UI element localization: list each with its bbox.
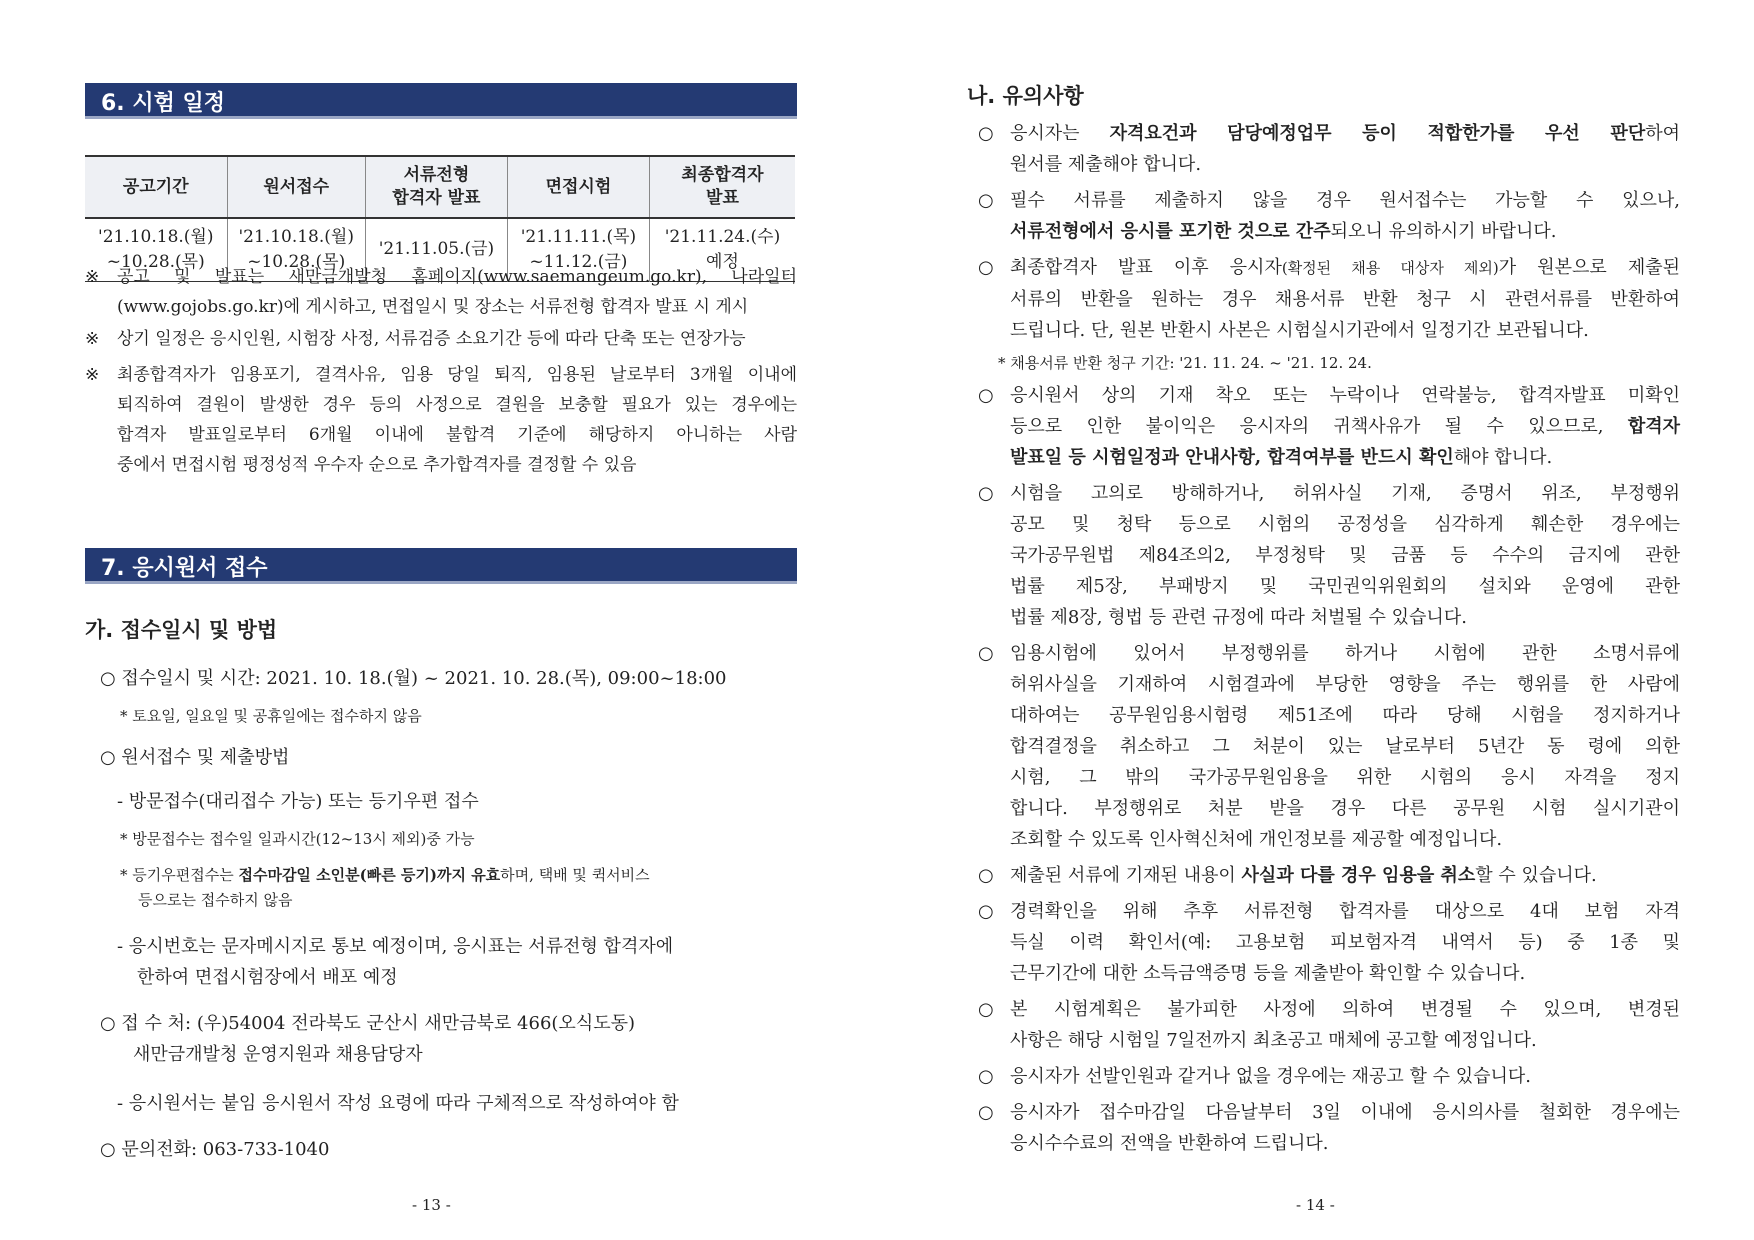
caution-line: 원서를 제출해야 합니다. [1010,154,1202,175]
mail-note-text-2: 하며, 택배 및 퀵서비스 [500,866,650,884]
phone: ○ 문의전화: 063-733-1040 [100,1139,330,1160]
mail-note-text: * 등기우편접수는 [120,866,239,884]
bullet: ○ [978,865,994,886]
bullet: ○ [978,483,994,504]
reference-mark: ※ [85,329,100,349]
bullet: ○ [978,999,994,1020]
caution-item [1010,896,1680,989]
caution-line: 응시수수료의 전액을 반환하여 드립니다. [1010,1133,1329,1154]
receipt-time: ○ 접수일시 및 시간: 2021. 10. 18.(월) ~ 2021. 10. 28.(목), 09:00~18:00 [100,668,727,689]
note-line: 퇴직하여 결원이 발생한 경우 등의 사정으로 결원을 보충할 필요가 있는 경우에는 [117,395,797,415]
caution-item [1010,380,1680,473]
caution-line: 최종합격자 발표 이후 응시자(확정된 채용 대상자 제외)가 원본으로 제출된 [1010,257,1681,278]
col-application: 원서접수 [227,156,365,218]
note-line: 공고 및 발표는 새만금개발청 홈페이지(www.saemangeum.go.kr), 나라일터 [117,267,797,287]
bullet: ○ [978,257,994,278]
page-number: - 13 - [412,1196,451,1214]
caution-line: 드립니다. 단, 원본 반환시 사본은 시험실시기관에서 일정기간 보관됩니다. [1010,320,1589,341]
caution-item [1010,1097,1680,1159]
caution-item [1010,638,1680,855]
caution-line: 합격결정을 취소하고 그 처분이 있는 날로부터 5년간 동 령에 의한 [1010,736,1680,757]
return-period-note: * 채용서류 반환 청구 기간: '21. 11. 24. ~ '21. 12. 24. [998,354,1372,372]
caution-line: 경력확인을 위해 추후 서류전형 합격자를 대상으로 4대 보험 자격 [1010,901,1680,922]
caution-line: 서류의 반환을 원하는 경우 채용서류 반환 청구 시 관련서류를 반환하여 [1010,289,1680,310]
schedule-note [117,262,797,322]
address: ○ 접 수 처: (우)54004 전라북도 군산시 새만금북로 466(오식도동) [100,1013,636,1034]
caution-line: 임용시험에 있어서 부정행위를 하거나 시험에 관한 소명서류에 [1010,643,1680,664]
caution-item [1010,478,1680,633]
schedule-note [117,324,797,354]
cell-announce: '21.10.18.(월) ~10.28.(목) [85,218,227,282]
exam-number-note: - 응시번호는 문자메시지로 통보 예정이며, 응시표는 서류전형 합격자에 [117,936,674,957]
col-document-result: 서류전형 합격자 발표 [365,156,507,218]
receipt-time-note: * 토요일, 일요일 및 공휴일에는 접수하지 않음 [120,707,422,725]
caution-line: 사항은 해당 시험일 7일전까지 최초공고 매체에 공고할 예정입니다. [1010,1030,1537,1051]
col-announce: 공고기간 [85,156,227,218]
caution-line: 응시자는 자격요건과 담당예정업무 등이 적합한가를 우선 판단하여 [1010,123,1680,144]
caution-line: 발표일 등 시험일정과 안내사항, 합격여부를 반드시 확인해야 합니다. [1010,447,1553,468]
caution-item [1010,994,1680,1056]
subsection-na-title: 나. 유의사항 [967,84,1084,108]
section-6-header [85,83,797,119]
bullet: ○ [978,123,994,144]
cell-document-result: '21.11.05.(금) [365,218,507,282]
method-title: ○ 원서접수 및 제출방법 [100,747,290,768]
caution-line: 응시자가 접수마감일 다음날부터 3일 이내에 응시의사를 철회한 경우에는 [1010,1102,1680,1123]
section-6-title: 6. 시험 일정 [101,91,225,116]
caution-item [1010,252,1680,346]
caution-item [1010,1061,1680,1092]
caution-item [1010,118,1680,180]
cell-application: '21.10.18.(월) ~10.28.(목) [227,218,365,282]
caution-line: 조회할 수 있도록 인사혁신처에 개인정보를 제공할 예정입니다. [1010,829,1503,850]
address-cont: 새만금개발청 운영지원과 채용담당자 [133,1044,423,1065]
caution-line: 법률 제8장, 형법 등 관련 규정에 따라 처벌될 수 있습니다. [1010,607,1467,628]
caution-line: 합니다. 부정행위로 처분 받을 경우 다른 공무원 시험 실시기관이 [1010,798,1680,819]
page-14 [877,0,1754,1240]
caution-line: 등으로 인한 불이익은 응시자의 귀책사유가 될 수 있으므로, 합격자 [1010,416,1680,437]
form-note: - 응시원서는 붙임 응시원서 작성 요령에 따라 구체적으로 작성하여야 함 [117,1093,679,1114]
cell-final-result: '21.11.24.(수) 예정 [649,218,795,282]
caution-line: 근무기간에 대한 소득금액증명 등을 제출받아 확인할 수 있습니다. [1010,963,1526,984]
note-line: 합격자 발표일로부터 6개월 이내에 불합격 기준에 해당하지 아니하는 사람 [117,425,797,445]
subsection-ga-title: 가. 접수일시 및 방법 [85,618,278,642]
caution-line: 시험을 고의로 방해하거나, 허위사실 기재, 증명서 위조, 부정행위 [1010,483,1680,504]
bullet: ○ [978,190,994,211]
caution-line: 득실 이력 확인서(예: 고용보험 피보험자격 내역서 등) 중 1종 및 [1010,932,1680,953]
cell-interview: '21.11.11.(목) ~11.12.(금) [507,218,649,282]
bullet: ○ [978,1066,994,1087]
caution-line: 응시자가 선발인원과 같거나 없을 경우에는 재공고 할 수 있습니다. [1010,1066,1531,1087]
note-line: 중에서 면접시험 평정성적 우수자 순으로 추가합격자를 결정할 수 있음 [117,455,637,475]
caution-line: 응시원서 상의 기재 착오 또는 누락이나 연락불능, 합격자발표 미확인 [1010,385,1680,406]
caution-line: 공모 및 청탁 등으로 시험의 공정성을 심각하게 훼손한 경우에는 [1010,514,1680,535]
caution-line: 제출된 서류에 기재된 내용이 사실과 다를 경우 임용을 취소할 수 있습니다. [1010,865,1597,886]
schedule-note [117,360,797,480]
reference-mark: ※ [85,267,100,287]
method-visit: - 방문접수(대리접수 가능) 또는 등기우편 접수 [117,791,479,812]
mail-note-cont: 등으로는 접수하지 않음 [138,891,293,909]
note-line: 상기 일정은 응시인원, 시험장 사정, 서류검증 소요기간 등에 따라 단축 또는 연장가능 [117,329,746,349]
bullet: ○ [978,643,994,664]
col-final-result: 최종합격자 발표 [649,156,795,218]
caution-line: 대하여는 공무원임용시험령 제51조에 따라 당해 시험을 정지하거나 [1010,705,1680,726]
reference-mark: ※ [85,365,100,385]
bullet: ○ [978,1102,994,1123]
page-number: - 14 - [1296,1196,1335,1214]
col-interview: 면접시험 [507,156,649,218]
section-7-header [85,548,797,584]
caution-item [1010,185,1680,247]
section-7-title: 7. 응시원서 접수 [101,556,268,581]
caution-line: 시험, 그 밖의 국가공무원임용을 위한 시험의 응시 자격을 정지 [1010,767,1680,788]
bullet: ○ [978,385,994,406]
caution-item [1010,860,1680,891]
method-visit-note: * 방문접수는 접수일 일과시간(12~13시 제외)중 가능 [120,830,475,848]
exam-number-note-cont: 한하여 면접시험장에서 배포 예정 [137,967,398,988]
caution-line: 본 시험계획은 불가피한 사정에 의하여 변경될 수 있으며, 변경된 [1010,999,1680,1020]
caution-line: 허위사실을 기재하여 시험결과에 부당한 영향을 주는 행위를 한 사람에 [1010,674,1680,695]
caution-line: 법률 제5장, 부패방지 및 국민권익위원회의 설치와 운영에 관한 [1010,576,1680,597]
note-line: 최종합격자가 임용포기, 결격사유, 임용 당일 퇴직, 임용된 날로부터 3개월 이내에 [117,365,797,385]
note-line: (www.gojobs.go.kr)에 게시하고, 면접일시 및 장소는 서류전형 합격자 발표 시 게시 [117,297,749,317]
caution-line: 국가공무원법 제84조의2, 부정청탁 및 금품 등 수수의 금지에 관한 [1010,545,1680,566]
schedule-header-row [85,156,795,218]
bullet: ○ [978,901,994,922]
mail-note-emphasis: 접수마감일 소인분(빠른 등기)까지 유효 [238,866,501,884]
caution-line: 필수 서류를 제출하지 않을 경우 원서접수는 가능할 수 있으나, [1010,190,1680,211]
caution-line: 서류전형에서 응시를 포기한 것으로 간주되오니 유의하시기 바랍니다. [1010,221,1557,242]
